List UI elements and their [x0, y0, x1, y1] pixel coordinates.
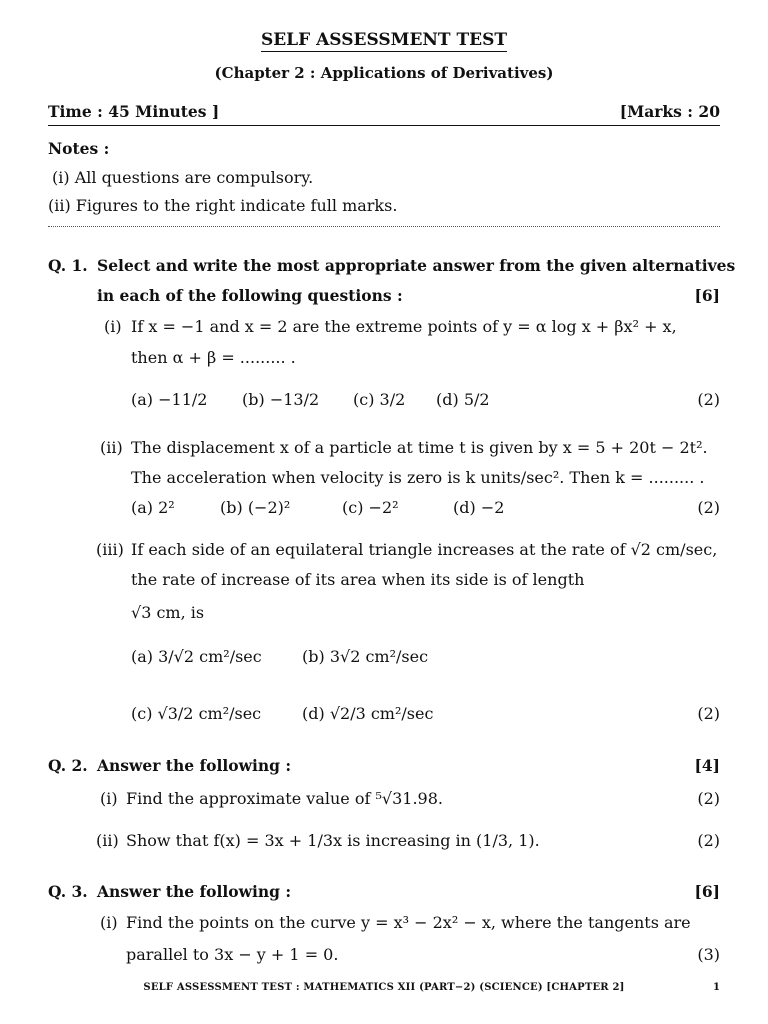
q2-ii-marks: (2) [697, 831, 720, 850]
notes-heading: Notes : [48, 139, 110, 158]
q1-iii-text: If each side of an equilateral triangle increases at the rate of √2 cm/sec, [131, 540, 718, 559]
q1-ii-option-d: (d) −2 [453, 498, 505, 517]
q1-i-option-d: (d) 5/2 [436, 390, 490, 409]
q2-heading: Answer the following : [97, 756, 292, 775]
q1-iii-option-d: (d) √2/3 cm²/sec [302, 704, 434, 723]
q1-i-marks: (2) [697, 390, 720, 409]
q1-i-option-b: (b) −13/2 [242, 390, 320, 409]
q1-ii-option-c: (c) −2² [342, 498, 399, 517]
q1-ii-text-cont: The acceleration when velocity is zero is k units/sec². Then k = ......... . [131, 468, 705, 487]
q1-ii-num: (ii) [100, 438, 123, 457]
q2-i-marks: (2) [697, 789, 720, 808]
q3-marks: [6] [694, 882, 720, 901]
q1-i-text-cont: then α + β = ......... . [131, 348, 296, 367]
q1-i-option-c: (c) 3/2 [353, 390, 406, 409]
q1-ii-option-b: (b) (−2)² [220, 498, 291, 517]
q1-iii-option-a: (a) 3/√2 cm²/sec [131, 647, 262, 666]
q2-marks: [4] [694, 756, 720, 775]
q1-i-text: If x = −1 and x = 2 are the extreme points of y = α log x + βx² + x, [131, 317, 677, 336]
header-rule [48, 125, 720, 126]
q1-instruction-cont: in each of the following questions : [97, 286, 403, 305]
page-subtitle: (Chapter 2 : Applications of Derivatives) [214, 64, 554, 82]
page-footer: SELF ASSESSMENT TEST : MATHEMATICS XII (PART−2) (SCIENCE) [CHAPTER 2] [143, 982, 625, 993]
marks-label: [Marks : 20 [619, 102, 720, 121]
q1-marks: [6] [694, 286, 720, 305]
q1-ii-text: The displacement x of a particle at time t is given by x = 5 + 20t − 2t². [131, 438, 708, 457]
q3-i-num: (i) [100, 913, 118, 932]
q3-label: Q. 3. [48, 882, 88, 901]
q2-i-num: (i) [100, 789, 118, 808]
note-item: (i) All questions are compulsory. [52, 168, 314, 187]
q1-iii-text-cont: the rate of increase of its area when its side is of length [131, 570, 585, 589]
q3-i-marks: (3) [697, 945, 720, 964]
q1-iii-text-cont2: √3 cm, is [131, 603, 205, 622]
q2-label: Q. 2. [48, 756, 88, 775]
q1-iii-option-c: (c) √3/2 cm²/sec [131, 704, 262, 723]
q1-instruction: Select and write the most appropriate answer from the given alternatives [97, 256, 736, 275]
q1-iii-num: (iii) [96, 540, 124, 559]
note-item: (ii) Figures to the right indicate full marks. [48, 196, 398, 215]
q2-ii-num: (ii) [96, 831, 119, 850]
page-title: SELF ASSESSMENT TEST [260, 30, 508, 50]
notes-divider [48, 226, 720, 227]
q1-label: Q. 1. [48, 256, 88, 275]
q1-ii-option-a: (a) 2² [131, 498, 175, 517]
q2-i-text: Find the approximate value of ⁵√31.98. [126, 789, 443, 808]
q1-iii-marks: (2) [697, 704, 720, 723]
q3-i-text: Find the points on the curve y = x³ − 2x² − x, where the tangents are [126, 913, 691, 932]
q1-i-option-a: (a) −11/2 [131, 390, 208, 409]
q1-ii-marks: (2) [697, 498, 720, 517]
page-number: 1 [713, 982, 720, 993]
q1-i-num: (i) [104, 317, 122, 336]
q2-ii-text: Show that f(x) = 3x + 1/3x is increasing in (1/3, 1). [126, 831, 540, 850]
q3-heading: Answer the following : [97, 882, 292, 901]
q3-i-text-cont: parallel to 3x − y + 1 = 0. [126, 945, 339, 964]
q1-iii-option-b: (b) 3√2 cm²/sec [302, 647, 429, 666]
time-label: Time : 45 Minutes ] [48, 102, 220, 121]
